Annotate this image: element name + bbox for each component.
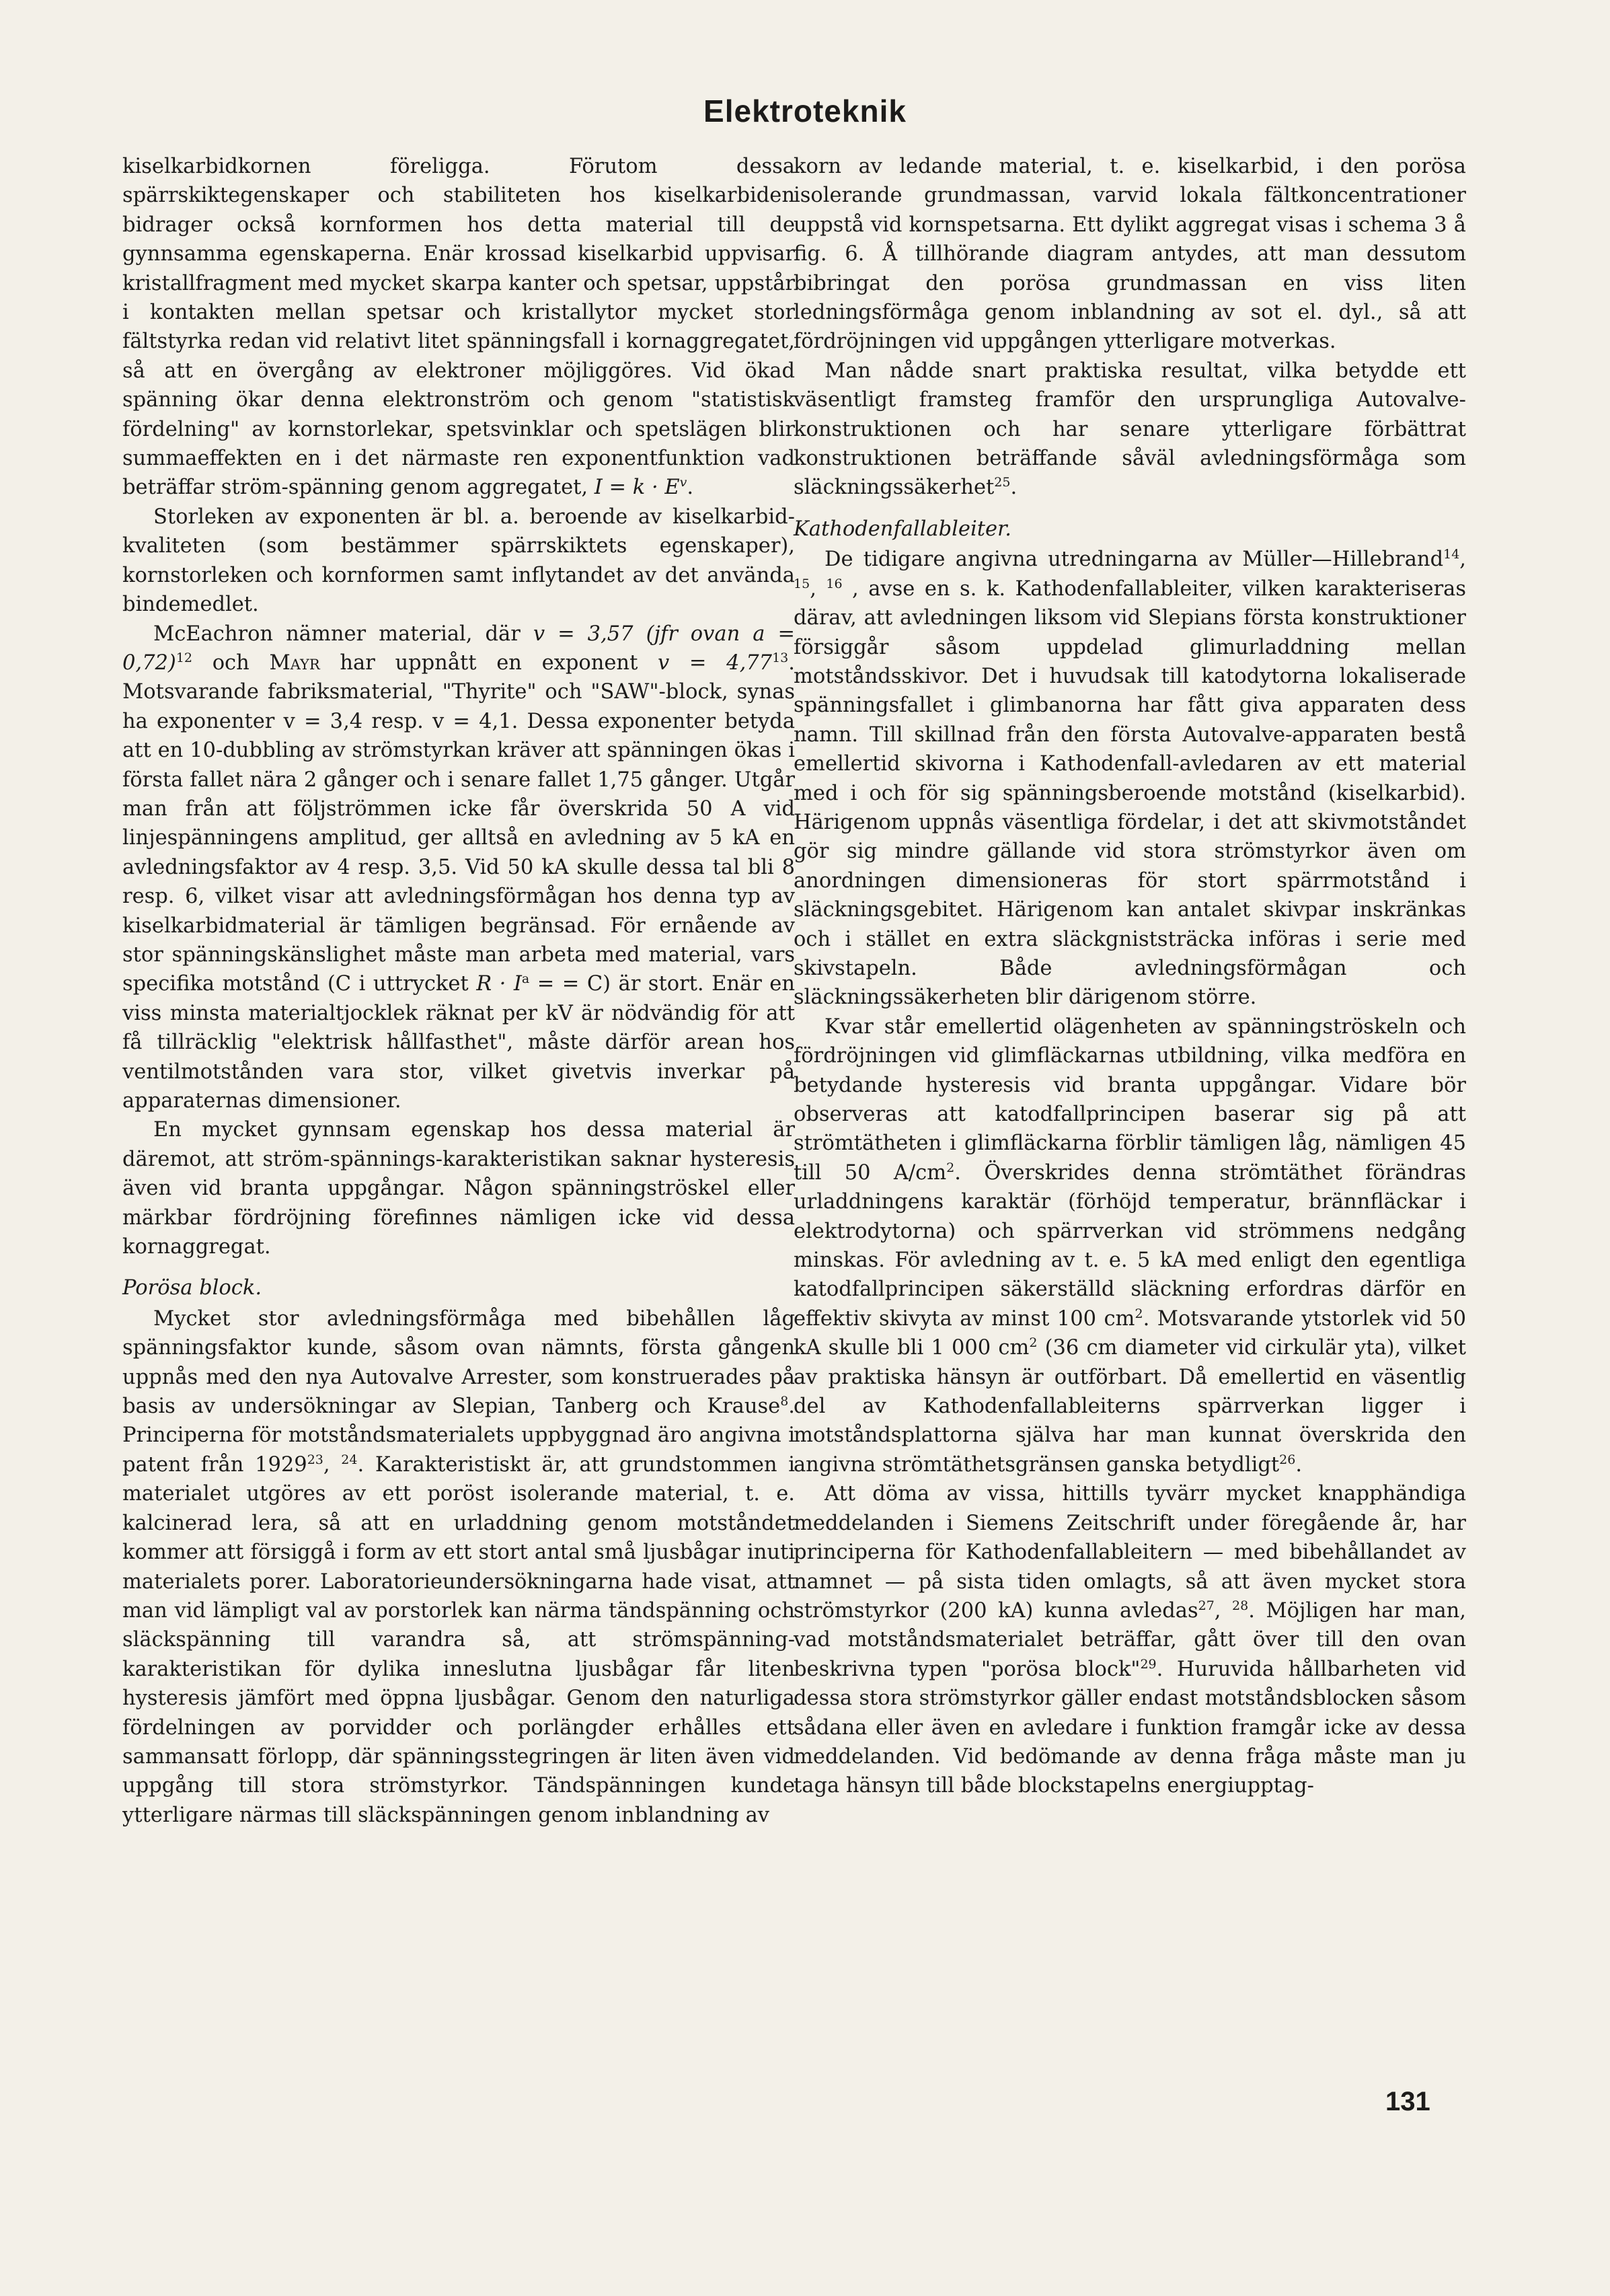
paragraph: En mycket gynnsam egenskap hos dessa material är däremot, att ström-spännings-karakteristikan saknar hysteresis även vid branta uppgångar. Någon spänningströskel eller märkbar fördröjning förefinnes nämligen icke vid dessa kornaggregat. (122, 1118, 795, 1259)
left-column (122, 152, 795, 1830)
running-header: Elektroteknik (703, 94, 907, 128)
paragraph: Mycket stor avledningsförmåga med bibehållen låg spänningsfaktor kunde, såsom ovan nämnts, första gången uppnås med den nya Autovalve Arrester, som konstruerades på basis av undersökningar av Slepian, Tanberg och Krause$^8$. Principerna för motståndsmaterialets uppbyggnad äro angivna i patent från 1929$^{23}$, $^{24}$. Karakteristiskt är, att grundstommen i materialet utgöres av ett poröst isolerande material, t. e. kalcinerad lera, så att en urladdning genom motståndet kommer att försiggå i form av ett stort antal små ljusbågar inuti materialets porer. Laboratorieundersökningarna hade visat, att man vid lämpligt val av porstorlek kan närma tändspänning och släckspänning till varandra så, att strömspänning-karakteristikan för dylika inneslutna ljusbågar får liten hysteresis jämfört med öppna ljusbågar. Genom den naturliga fördelningen av porvidder och porlängder erhålles ett sammansatt förlopp, där spänningsstegringen är liten även vid uppgång till stora strömstyrkor. Tändspänningen kunde ytterligare närmas till släckspänningen genom inblandning av (122, 1306, 795, 1827)
paragraph: Man nådde snart praktiska resultat, vilka betydde ett väsentligt framsteg framför den ursprungliga Autovalve-konstruktionen och har senare ytterligare förbättrat konstruktionen beträffande såväl avledningsförmåga som släckningssäkerhet$^{25}$. (794, 359, 1466, 500)
page-number: 131 (1385, 2087, 1430, 2116)
paragraph: McEachron nämner material, där v = 3,57 (jfr ovan a = 0,72)$^{12}$ och Mayr har uppnått en exponent $v = 4,77^{13}$. Motsvarande fabriksmaterial, "Thyrite" och "SAW"-block, synas ha exponenter v = 3,4 resp. v = 4,1. Dessa exponenter betyda att en 10-dubbling av strömstyrkan kräver att spänningen ökas i första fallet nära 2 gånger och i senare fallet 1,75 gånger. Utgår man från att följströmmen icke får överskrida 50 A vid linjespänningens amplitud, ger alltså en avledning av 5 kA en avledningsfaktor av 4 resp. 3,5. Vid 50 kA skulle dessa tal bli 8 resp. 6, vilket visar att avledningsförmågan hos denna typ av kiselkarbidmaterial är tämligen begränsad. För ernående av stor spänningskänslighet måste man arbeta med material, vars specifika motstånd (C i uttrycket $R \cdot I^a$ = = C) är stort. Enär en viss minsta materialtjocklek räknat per kV är nödvändig för att få tillräcklig "elektrisk hållfasthet", måste därför arean hos ventilmotstånden vara stor, vilket givetvis inverkar på apparaternas dimensioner. (122, 622, 796, 1113)
right-column (794, 152, 1466, 1801)
paragraph: De tidigare angivna utredningarna av Müller—Hillebrand$^{14}$, $^{15}$, $^{16}$ , avse en s. k. Kathodenfallableiter, vilken karakteriseras därav, att avledningen liksom vid Slepians första konstruktioner försiggår såsom uppdelad glimurladdning mellan motståndsskivor. Det i huvudsak till katodytorna lokaliserade spänningsfallet i glimbanorna har fått giva apparaten dess namn. Till skillnad från den första Autovalve-apparaten bestå emellertid skivorna i Kathodenfall-avledaren av ett material med i och för sig spänningsberoende motstånd (kiselkarbid). Härigenom uppnås väsentliga fördelar, i det att skivmotståndet gör sig mindre gällande vid stora strömstyrkor även om anordningen dimensioneras för stort spärrmotstånd i släckningsgebitet. Härigenom kan antalet skivpar inskränkas och i stället en extra släckgniststräcka införas i serie med skivstapeln. Både avledningsförmågan och släckningssäkerheten blir därigenom större. (794, 547, 1466, 1010)
paragraph: Kvar står emellertid olägenheten av spänningströskeln och fördröjningen vid glimfläckarnas utbildning, vilka medföra en betydande hysteresis vid branta uppgångar. Vidare bör observeras att katodfallprincipen baserar sig på att strömtätheten i glimfläckarna förblir tämligen låg, nämligen 45 till 50 $A/cm^2$. Överskrides denna strömtäthet förändras urladdningens karaktär (förhöjd temperatur, brännfläckar i elektrodytorna) och spärrverkan vid strömmens nedgång minskas. För avledning av t. e. 5 kA med enligt den egentliga katodfallprincipen säkerställd släckning erfordras därför en effektiv skivyta av minst 100 $cm^2$. Motsvarande ytstorlek vid 50 kA skulle bli 1 000 $cm^2$ (36 cm diameter vid cirkulär yta), vilket av praktiska hänsyn är outförbart. Då emellertid en väsentlig del av Kathodenfallableiterns spärrverkan ligger i motståndsplattorna själva har man kunnat överskrida den angivna strömtäthetsgränsen ganska betydligt$^{26}$. (794, 1014, 1466, 1477)
section-heading-kathodenfallableiter: Kathodenfallableiter. (794, 517, 1011, 541)
paragraph: Storleken av exponenten är bl. a. beroende av kiselkarbid-kvaliteten (som bestämmer spärrskiktets egenskaper), kornstorleken och kornformen samt inflytandet av det använda bindemedlet. (122, 505, 795, 617)
paragraph: kiselkarbidkornen föreligga. Förutom dessa spärrskiktegenskaper och stabiliteten hos kiselkarbiden bidrager också kornformen hos detta material till de gynnsamma egenskaperna. Enär krossad kiselkarbid uppvisar kristallfragment med mycket skarpa kanter och spetsar, uppstår i kontakten mellan spetsar och kristallytor mycket stor fältstyrka redan vid relativt litet spänningsfall i kornaggregatet, så att en övergång av elektroner möjliggöres. Vid ökad spänning ökar denna elektronström och genom "statistisk fördelning" av kornstorlekar, spetsvinklar och spetslägen blir summaeffekten en i det närmaste ren exponentfunktion vad beträffar ström-spänning genom aggregatet, $I = k \cdot E^v$. (122, 155, 795, 500)
section-heading-porosa-block: Porösa block. (122, 1276, 262, 1300)
paragraph: Att döma av vissa, hittills tyvärr mycket knapphändiga meddelanden i Siemens Zeitschrift under föregående år, har principerna för Kathodenfallableitern — med bibehållandet av namnet — på sista tiden omlagts, så att även mycket stora strömstyrkor (200 kA) kunna avledas$^{27}$, $^{28}$. Möjligen har man, vad motståndsmaterialet beträffar, gått över till den ovan beskrivna typen "porösa block"$^{29}$. Huruvida hållbarheten vid dessa stora strömstyrkor gäller endast motståndsblocken såsom sådana eller även en avledare i funktion framgår icke av dessa meddelanden. Vid bedömande av denna fråga måste man ju taga hänsyn till både blockstapelns energiupptag- (794, 1482, 1466, 1798)
author-name: Mayr (269, 651, 320, 675)
formula: $I = k \cdot E^v$ (594, 475, 687, 500)
paragraph: korn av ledande material, t. e. kiselkarbid, i den porösa isolerande grundmassan, varvid lokala fältkoncentrationer uppstå vid kornspetsarna. Ett dylikt aggregat visas i schema 3 å fig. 6. Å tillhörande diagram antydes, att man dessutom bibringat den porösa grundmassan en viss liten ledningsförmåga genom inblandning av sot el. dyl., så att fördröjningen vid uppgången ytterligare motverkas. (794, 155, 1466, 354)
